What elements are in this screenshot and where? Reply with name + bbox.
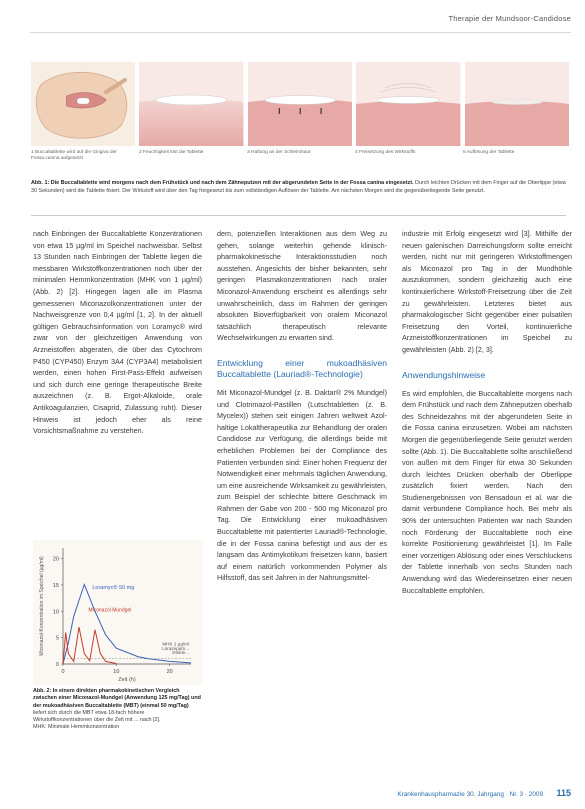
chart-annotation-1: Lorazepam... xyxy=(162,645,189,651)
chart-annotation-mhk: MHK 1 µg/ml xyxy=(162,641,189,647)
series-label-1: Miconazol Mundgel xyxy=(88,607,132,614)
figure1-caption-bold: Abb. 1: Die Buccaltablette wird morgens nach dem Frühstück und nach dem Zähneputzen mit der abgerundeten Seite in der Fossa canina eingesetzt. xyxy=(31,180,414,186)
y-tick-label-1: 5 xyxy=(55,635,59,642)
panel-2-illustration xyxy=(139,62,243,146)
series-label-0: Loramyc® 50 mg xyxy=(92,584,135,591)
x-tick-label-0: 0 xyxy=(61,669,65,675)
section-heading-anwendung: Anwendungshinweise xyxy=(402,369,486,380)
panel-4-illustration xyxy=(356,62,460,146)
column-3 xyxy=(402,228,572,596)
figure2-caption-note: MHK: Minimale Hemmkonzentration xyxy=(33,724,120,731)
figure1-caption xyxy=(31,180,566,195)
figure2-caption-bold: Abb. 2: In einem direkten pharmakokinetischen Vergleich zwischen einer Miconazol-Mundgel (Anwendung 125 mg/Tag) und der mukoadhäsiven Buccaltablette (MBT) (einmal 50 mg/Tag) xyxy=(33,688,201,709)
y-tick-label-4: 20 xyxy=(52,556,59,563)
x-axis-label: Zeit (h) xyxy=(118,677,136,683)
figure2-caption xyxy=(33,688,203,732)
y-tick-label-0: 0 xyxy=(55,662,59,668)
column-2-text-2: Mit Miconazol-Mundgel (z. B. Daktar® 2% Mundgel) und Clotrimazol-Pastillen (Lutschtabletten (z. B. Mycelex)) stehen seit einigen Jahren weltweit Azol-haltige Lokaltherapeutika zur Behandlung der oralen Candidose zur Verfügung, die allerdings beide mit erheblichen Problemen bei der Compliance des Patienten verbunden sind: Einer hohen Frequenz der Notwendigkeit einer mehrmals täglichen Anwendung, um eine ausreichende Wirksamkeit zu gewährleisten, zum Beispiel der schlechte bittere Geschmack im Rahmen der Gabe von 200 - 500 mg Miconazol pro Tag. Die Entwicklung einer mukoadhäsiven Buccaltablette mit patentierter Lauriad®-Technologie, die in der Fossa canina befestigt und aus der es langsam das Antimykotikum freisetzen kann, basiert auf einem natürlich vorkommenden Polymer als Hilfsstoff, das seit Jahren in der Nahrungsmittel- xyxy=(217,387,387,583)
y-axis-label: Miconazol-Konzentration im Speichel (µg/ml) xyxy=(39,556,45,656)
chart-annotation-2: Dinkle... xyxy=(172,649,189,655)
panel-caption-4: 4 Freisetzung des Wirkstoffs xyxy=(355,150,416,155)
panel-caption-3: 3 Haftung an der Schleimhaut xyxy=(247,150,311,155)
figure-separator xyxy=(31,215,566,216)
page-number: 115 xyxy=(556,788,571,798)
column-1 xyxy=(33,228,202,437)
column-3-text-1: industrie mit Erfolg eingesetzt wird [3]. Mithilfe der neuen galenischen Darreichungsform sollte erreicht werden, nicht nur mit geringeren Wirkstoffmengen als Miconazol pro Tag in der Mundhöhle auszukommen, sondern gleichzeitig auch eine kontinuierlichere Wirkstoff-Freisetzung über die Zeit zu gewährleisten. Letzteres bietet aus pharmakologischer Sicht gegenüber einer pulsatilen Freisetzung den Vorteil, kontinuierliche Arzneistoffkonzentrationen im Speichel zu gewährleisten (Abb. 2) [2, 3]. xyxy=(402,229,572,354)
column-1-text: nach Einbringen der Buccaltablette Konzentrationen von etwa 15 µg/ml im Speichel nachweisbar. Selbst 13 Stunden nach Einbringen der Tablette liegen die messbaren Wirkstoffkonzentrationen noch über der minimalen Hemmkonzentration (MHK von 1 µg/ml) (Abb. 2) [2]. Hingegen lagen alle im Plasma gemessenen Miconazolkonzentrationen unter der Nachweisgrenze von 0,4 µg/ml [1, 2]. In der aktuell gültigen Gebrauchsinformation von Loramyc® wird zwar von der gleichzeitigen Anwendung von Arzneistoffen abgeraten, die über das Cytochrom P450 (CYP450) Enzym 3A4 (CYP3A4) metabolisiert werden, einen hohen First-Pass-Effekt aufweisen und sich durch eine geringe therapeutische Breite auszeichnen (z. B. Ergot-Alkaloide, orale Antikoagulanzien, Cisaprid, Zulassung ruht). Dieser Hinweis ist jedoch eher als reine Vorsichtsmaßnahme zu verstehen. xyxy=(33,229,202,436)
column-2-text-1: dem, potenziellen Interaktionen aus dem Weg zu gehen, solange weiterhin gehende klinisch-pharmakokinetische Interaktionsstudien noch ausstehen. Angesichts der bisher bekannten, sehr geringen Plasmakonzentrationen nach oraler Miconazol-Anwendung erscheint es allerdings sehr unwahrscheinlich, dass im Rahmen der geringen absoluten Bioverfügbarkeit von oralem Miconazol tatsächlich therapeutisch relevante Wechselwirkungen zu erwarten sind. xyxy=(217,229,387,343)
column-3-text-2: Es wird empfohlen, die Buccaltablette morgens nach dem Frühstück und nach dem Zähneputzen oberhalb des Schneidezahns mit der abgerundeten Seite in die Fossa canina einzusetzen. Wobei am nächsten Morgen die gegenüberliegende Seite genutzt werden sollte (Abb. 1). Die Buccaltablette sollte anschließend von außen mit dem Finger für etwa 30 Sekunden durch leichtes Drücken oberhalb der Oberlippe zusätzlich fixiert werden. Nach den Studienergebnissen von Bensadoun et al. war die damit verbundene Compliance hoch. Bei mehr als 90% der untersuchten Patienten war nach Stunden noch Förderung der Buccaltablette noch eine korrekte Positionierung gewährleistet [1]. Im Falle einer vorzeitigen Ablösung oder eines Verschluckens der Tablette innerhalb von sechs Stunden nach Anwendung wird das Wiedereinsetzen einer neuen Buccaltablette empfohlen. xyxy=(402,388,572,595)
panel-caption-5: 5 Auflösung der Tablette xyxy=(463,150,515,155)
running-header: Therapie der Mundsoor-Candidose xyxy=(448,14,571,23)
panel-caption-2: 2 Feuchtigkeit löst die Tablette xyxy=(139,150,204,155)
journal-footer: Krankenhauspharmazie 30. Jahrgang · Nr. 3 · 2009 xyxy=(397,791,543,798)
x-tick-label-2: 20 xyxy=(166,669,173,675)
panel-1-illustration xyxy=(31,62,135,146)
panel-5-illustration xyxy=(465,62,569,146)
x-tick-label-1: 10 xyxy=(113,669,120,675)
panel-3-illustration xyxy=(248,62,352,146)
figure1-caption-rest: Durch leichten Drücken mit dem Finger auf die Oberlippe (etwa 30 Sekunden) wird die Tablette fixiert. Der Wirkstoff wird über den Tag freigesetzt bis zum vollständigen Auflösen der Tablette. Am nächsten Morgen wird die gegenüberliegende Seite genutzt. xyxy=(31,180,566,194)
figure2-caption-rest: liefert sich durch die MBT etwa 18-fach höhere Wirkstoffkonzentrationen über die Zeit mit ... nach [2]. xyxy=(33,709,161,724)
header-rule xyxy=(30,32,571,33)
section-heading-lauriad: Entwicklung einer mukoadhäsiven Buccaltablette (Lauriad®-Technologie) xyxy=(217,357,387,379)
figure1-illustrations xyxy=(31,62,569,146)
chart-svg xyxy=(33,540,203,685)
y-tick-label-2: 10 xyxy=(52,609,59,616)
panel-caption-1: 1 Buccaltablette wird auf die Gingiva der Fossa canina aufgesetzt xyxy=(31,150,117,161)
column-2 xyxy=(217,228,387,584)
y-tick-label-3: 15 xyxy=(52,582,59,589)
concentration-chart xyxy=(33,540,203,685)
